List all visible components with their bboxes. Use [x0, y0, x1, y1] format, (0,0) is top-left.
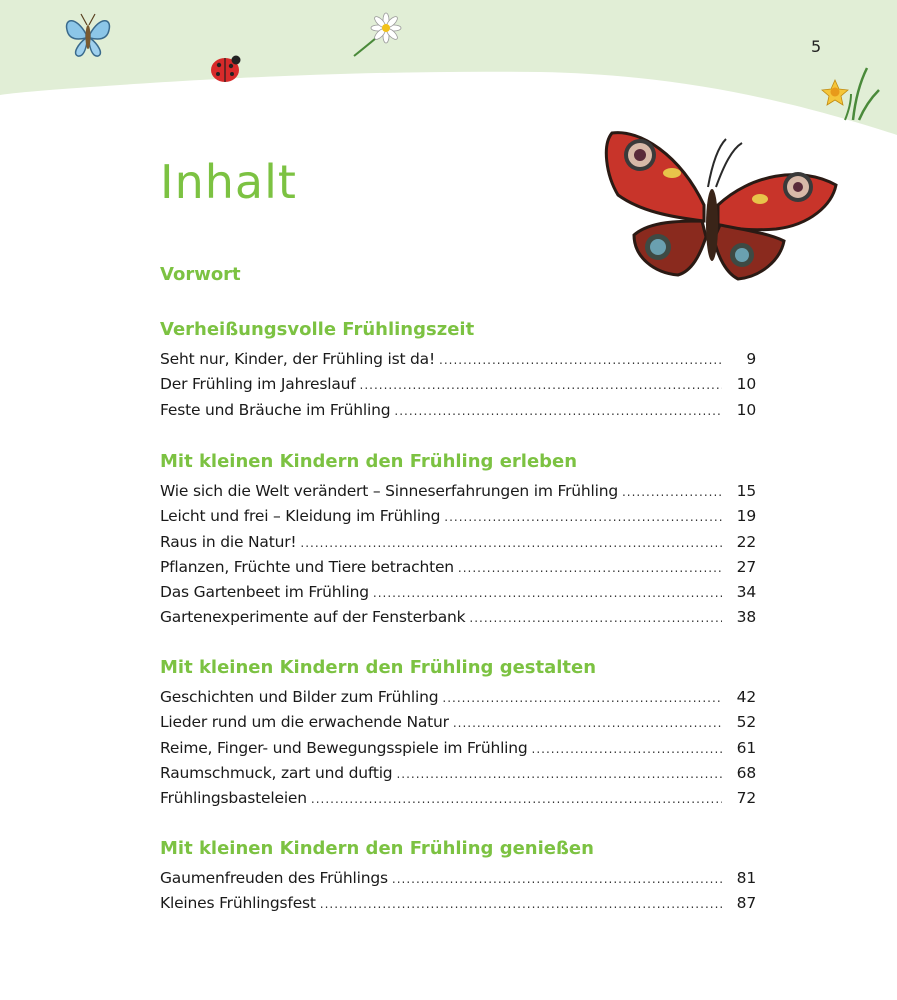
page-number: 5: [811, 37, 822, 56]
toc-entry-page: 10: [736, 375, 756, 394]
toc-entry[interactable]: [160, 558, 756, 583]
toc-entry-page: 87: [736, 894, 756, 913]
toc-entry[interactable]: [160, 350, 756, 375]
toc-entry-page: 27: [736, 557, 756, 576]
toc-entry[interactable]: [160, 764, 756, 789]
toc-entry[interactable]: [160, 482, 756, 507]
toc-entry[interactable]: [160, 533, 756, 558]
toc-entry-page: 42: [736, 688, 756, 706]
toc-leader-dots: [469, 611, 722, 625]
toc-leader-dots: [453, 716, 722, 730]
toc-leader-dots: [311, 792, 722, 806]
toc-leader-dots: [300, 536, 722, 550]
ladybug-icon: [205, 52, 243, 86]
toc-entry-label: Reime, Finger- und Bewegungsspiele im Frühling: [160, 738, 528, 757]
toc-entry-page: 68: [736, 763, 756, 782]
toc-leader-dots: [442, 691, 722, 705]
toc-leader-dots: [373, 586, 722, 600]
toc-leader-dots: [458, 561, 722, 575]
toc-entry-page: 72: [736, 789, 756, 808]
toc-entry-page: 61: [736, 738, 756, 757]
peacock-butterfly-icon: [600, 125, 845, 290]
toc-entry[interactable]: [160, 688, 756, 713]
toc-entry-page: 38: [736, 608, 756, 627]
toc-entry-page: 19: [736, 507, 756, 526]
toc-vorwort[interactable]: Vorwort: [160, 264, 241, 285]
toc-leader-dots: [392, 872, 722, 886]
toc-entry-page: 34: [736, 583, 756, 602]
toc-entry-label: Raus in die Natur!: [160, 532, 297, 551]
toc-entry[interactable]: [160, 375, 756, 400]
toc-entry-label: Pflanzen, Früchte und Tiere betrachten: [160, 557, 454, 576]
toc-leader-dots: [532, 742, 722, 756]
section-heading[interactable]: Mit kleinen Kindern den Frühling gestalten: [160, 657, 597, 678]
toc-entry-label: Lieder rund um die erwachende Natur: [160, 713, 449, 732]
toc-entry-label: Geschichten und Bilder zum Frühling: [160, 688, 439, 706]
toc-leader-dots: [439, 353, 722, 367]
toc-leader-dots: [394, 404, 722, 418]
toc-entry-label: Gartenexperimente auf der Fensterbank: [160, 608, 466, 627]
toc-entry[interactable]: [160, 713, 756, 738]
section-heading[interactable]: Mit kleinen Kindern den Frühling genießen: [160, 838, 594, 859]
toc-entry-page: 15: [736, 482, 756, 500]
toc-entry-label: Der Frühling im Jahreslauf: [160, 375, 356, 394]
toc-leader-dots: [622, 485, 722, 499]
toc-entry[interactable]: [160, 507, 756, 532]
toc-leader-dots: [396, 767, 722, 781]
toc-section: [160, 450, 756, 634]
toc-entry-label: Gaumenfreuden des Frühlings: [160, 869, 388, 887]
toc-entry-page: 10: [736, 400, 756, 419]
toc-entry-label: Seht nur, Kinder, der Frühling ist da!: [160, 350, 435, 368]
toc-entry[interactable]: [160, 401, 756, 426]
toc-entry-label: Raumschmuck, zart und duftig: [160, 763, 393, 782]
toc-entry[interactable]: [160, 608, 756, 633]
butterfly-icon: [62, 10, 114, 60]
toc-leader-dots: [444, 510, 722, 524]
toc-entry-page: 9: [746, 350, 756, 368]
toc-entry[interactable]: [160, 583, 756, 608]
daffodil-icon: [815, 62, 883, 122]
toc-entry-label: Frühlingsbasteleien: [160, 789, 307, 808]
toc-entry[interactable]: [160, 739, 756, 764]
section-heading[interactable]: Mit kleinen Kindern den Frühling erleben: [160, 451, 578, 472]
toc-leader-dots: [360, 378, 722, 392]
toc-entry[interactable]: [160, 789, 756, 814]
page-title: Inhalt: [160, 155, 297, 209]
daisy-icon: [350, 12, 402, 58]
toc-entry-label: Das Gartenbeet im Frühling: [160, 583, 369, 602]
toc-entry-page: 81: [736, 869, 756, 887]
toc-entry-label: Kleines Frühlingsfest: [160, 894, 316, 913]
toc-entry-label: Leicht und frei – Kleidung im Frühling: [160, 507, 441, 526]
toc-entry-page: 22: [736, 532, 756, 551]
toc-leader-dots: [320, 897, 722, 911]
toc-entry-page: 52: [736, 713, 756, 732]
toc-entry[interactable]: [160, 894, 756, 919]
toc-section: [160, 837, 756, 920]
toc-entry-label: Feste und Bräuche im Frühling: [160, 400, 391, 419]
toc-section: [160, 656, 756, 814]
toc-section: [160, 318, 756, 426]
toc-entry[interactable]: [160, 869, 756, 894]
section-heading[interactable]: Verheißungsvolle Frühlingszeit: [160, 319, 475, 340]
toc-entry-label: Wie sich die Welt verändert – Sinneserfahrungen im Frühling: [160, 482, 618, 500]
